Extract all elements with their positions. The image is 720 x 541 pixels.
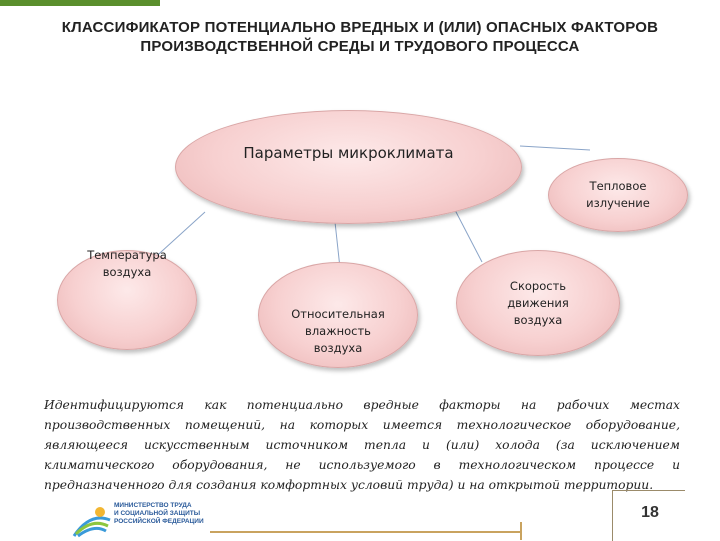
description-paragraph: Идентифицируются как потенциально вредные факторы на рабочих местах производственных помещений, на которых имеется технологическое оборудование, являющееся искусственным источником тепла и (или) холода (за исключением климатического оборудования, не используемого в технологическом процессе и предназначенного для создания комфортных условий труда) и на открытой территории.	[44, 398, 680, 492]
node-air-velocity	[456, 250, 620, 356]
node-air-velocity-label: Скорость движения воздуха	[507, 278, 569, 327]
connector-heat	[520, 146, 590, 150]
slide-title-line-2: ПРОИЗВОДСТВЕННОЙ СРЕДЫ И ТРУДОВОГО ПРОЦЕССА	[140, 38, 580, 55]
node-air-temperature	[57, 250, 197, 350]
node-air-temperature-label: Температура воздуха	[87, 248, 167, 279]
ministry-logo-text: МИНИСТЕРСТВО ТРУДА И СОЦИАЛЬНОЙ ЗАЩИТЫ РОССИЙСКОЙ ФЕДЕРАЦИИ	[114, 502, 204, 525]
node-relative-humidity-label: Относительная влажность воздуха	[291, 306, 385, 355]
center-node-label: Параметры микроклимата	[243, 144, 454, 162]
footer-divider	[210, 531, 520, 533]
center-node-microclimate	[175, 110, 522, 224]
node-heat-radiation	[548, 158, 688, 232]
page-number: 18	[641, 504, 659, 521]
slide-title-line-1: КЛАССИФИКАТОР ПОТЕНЦИАЛЬНО ВРЕДНЫХ И (ИЛИ) ОПАСНЫХ ФАКТОРОВ	[61, 19, 659, 36]
node-relative-humidity	[258, 262, 418, 368]
node-heat-radiation-label: Тепловое излучение	[586, 179, 650, 210]
footer-divider-tick	[520, 522, 522, 540]
connector-speed	[455, 210, 482, 262]
